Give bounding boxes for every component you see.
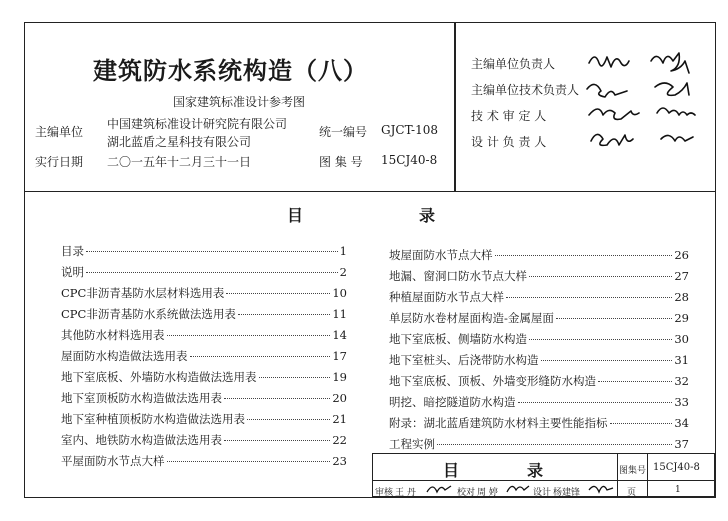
tb-title-left: 目 [443, 461, 460, 480]
toc-entry-page: 23 [332, 454, 347, 468]
toc-entry-label: 地下室桩头、后浇带防水构造 [389, 353, 539, 367]
toc-entry-page: 1 [339, 244, 347, 258]
tb-hline [373, 480, 714, 481]
leader-dots [518, 402, 673, 403]
toc-entry-label: 地下室底板、侧墙防水构造 [389, 332, 527, 346]
tb-atlas-value: 15CJ40-8 [653, 462, 700, 473]
header-block [25, 23, 715, 192]
tb-review-label: 审核 [375, 488, 394, 498]
toc-entry[interactable] [61, 369, 347, 385]
leader-dots [541, 360, 673, 361]
toc-entry-label: 室内、地铁防水构造做法选用表 [61, 433, 222, 447]
toc-entry-page: 29 [674, 311, 689, 325]
design-signature-image [587, 482, 615, 496]
leader-dots [506, 297, 672, 298]
role-review: 技 术 审 定 人 [471, 109, 547, 123]
tb-vline [647, 454, 648, 496]
toc-entry[interactable] [389, 247, 689, 263]
tb-vline [617, 454, 618, 496]
tb-check-label: 校对 [457, 488, 476, 498]
toc-entry-label: 地下室底板、顶板、外墙变形缝防水构造 [389, 374, 596, 388]
toc-entry[interactable] [61, 327, 347, 343]
toc-entry[interactable] [389, 331, 689, 347]
toc-entry-label: 附录：湖北蓝盾建筑防水材料主要性能指标 [389, 416, 608, 430]
toc-heading-right: 录 [419, 206, 438, 225]
leader-dots [259, 377, 331, 378]
toc-entry-label: 地漏、窗洞口防水节点大样 [389, 269, 527, 283]
leader-dots [167, 335, 331, 336]
tb-check-name: 周 婷 [477, 488, 498, 498]
leader-dots [86, 251, 338, 252]
check-signature-image [505, 482, 531, 496]
leader-dots [437, 444, 672, 445]
toc-entry-page: 33 [674, 395, 689, 409]
leader-dots [556, 318, 672, 319]
leader-dots [598, 381, 672, 382]
role-chief-org: 主编单位负责人 [471, 57, 556, 71]
leader-dots [247, 419, 330, 420]
toc-entry-label: CPC非沥青基防水系统做法选用表 [61, 307, 236, 321]
toc-entry-page: 37 [674, 437, 689, 451]
header-divider [454, 23, 456, 191]
toc-entry[interactable] [61, 264, 347, 280]
toc-entry-page: 17 [332, 349, 347, 363]
toc-entry-page: 10 [332, 286, 347, 300]
toc-entry-label: 屋面防水构造做法选用表 [61, 349, 188, 363]
toc-entry[interactable] [61, 285, 347, 301]
toc-entry[interactable] [389, 373, 689, 389]
toc-heading-left: 目 [287, 206, 306, 225]
atlas-label: 图 集 号 [319, 155, 363, 169]
tb-design-name: 杨建锋 [553, 488, 581, 498]
page-subtitle: 国家建筑标准设计参考图 [173, 95, 306, 109]
tb-page-label: 页 [627, 488, 637, 498]
toc-entry-label: 说明 [61, 265, 84, 279]
toc-entry[interactable] [389, 268, 689, 284]
toc-entry-page: 27 [674, 269, 689, 283]
toc-entry[interactable] [389, 394, 689, 410]
leader-dots [495, 255, 673, 256]
toc-entry[interactable] [389, 310, 689, 326]
toc-entry[interactable] [61, 390, 347, 406]
atlas-value: 15CJ40-8 [381, 153, 438, 167]
title-block [372, 453, 715, 497]
toc-entry-label: 其他防水材料选用表 [61, 328, 165, 342]
toc-entry-label: 工程实例 [389, 437, 435, 451]
toc-entry-label: CPC非沥青基防水层材料选用表 [61, 286, 225, 300]
review-signature-image [425, 482, 453, 496]
leader-dots [529, 339, 672, 340]
leader-dots [190, 356, 331, 357]
toc-entry-page: 31 [674, 353, 689, 367]
page-title: 建筑防水系统构造（八） [93, 57, 368, 85]
tb-atlas-label: 图集号 [619, 466, 647, 476]
toc-entry-label: 种植屋面防水节点大样 [389, 290, 504, 304]
leader-dots [238, 314, 331, 315]
leader-dots [226, 293, 330, 294]
toc-entry-page: 14 [332, 328, 347, 342]
date-label: 实行日期 [35, 155, 84, 169]
tb-review-name: 王 丹 [395, 488, 416, 498]
leader-dots [86, 272, 338, 273]
leader-dots [610, 423, 673, 424]
leader-dots [224, 440, 330, 441]
toc-entry-label: 地下室种植顶板防水构造做法选用表 [61, 412, 245, 426]
org-label: 主编单位 [35, 125, 84, 139]
role-design: 设 计 负 责 人 [471, 135, 547, 149]
toc-entry-label: 单层防水卷材屋面构造-金属屋面 [389, 311, 554, 325]
toc-entry-page: 30 [674, 332, 689, 346]
toc-entry-label: 目录 [61, 244, 84, 258]
toc-entry-label: 地下室底板、外墙防水构造做法选用表 [61, 370, 257, 384]
toc-entry-page: 11 [332, 307, 347, 321]
toc-entry-page: 26 [674, 248, 689, 262]
toc-entry-page: 21 [332, 412, 347, 426]
toc-entry-label: 地下室顶板防水构造做法选用表 [61, 391, 222, 405]
toc-entry[interactable] [61, 411, 347, 427]
toc-entry[interactable] [61, 348, 347, 364]
toc-entry-page: 34 [674, 416, 689, 430]
code-label: 统一编号 [319, 125, 368, 139]
toc-entry[interactable] [389, 289, 689, 305]
leader-dots [529, 276, 672, 277]
signatures-image [581, 43, 711, 161]
toc-entry-page: 2 [339, 265, 347, 279]
code-value: GJCT-108 [381, 123, 438, 137]
drawing-frame [24, 22, 716, 498]
tb-design-label: 设计 [533, 488, 552, 498]
toc-entry-page: 20 [332, 391, 347, 405]
toc-entry[interactable] [389, 436, 689, 452]
leader-dots [167, 461, 331, 462]
toc-entry[interactable] [61, 432, 347, 448]
date-value: 二〇一五年十二月三十一日 [107, 155, 252, 169]
org-line-2: 湖北蓝盾之星科技有限公司 [107, 135, 252, 149]
leader-dots [224, 398, 330, 399]
org-line-1: 中国建筑标准设计研究院有限公司 [107, 117, 288, 131]
role-chief-tech: 主编单位技术负责人 [471, 83, 580, 97]
toc-entry-label: 明挖、暗挖隧道防水构造 [389, 395, 516, 409]
tb-title-right: 录 [527, 461, 544, 480]
toc-entry-page: 19 [332, 370, 347, 384]
toc-entry-label: 坡屋面防水节点大样 [389, 248, 493, 262]
toc-entry[interactable] [61, 453, 347, 469]
toc-entry[interactable] [61, 306, 347, 322]
toc-entry-page: 28 [674, 290, 689, 304]
toc-entry-page: 32 [674, 374, 689, 388]
toc-entry[interactable] [389, 415, 689, 431]
toc-entry[interactable] [61, 243, 347, 259]
toc-entry[interactable] [389, 352, 689, 368]
toc-entry-page: 22 [332, 433, 347, 447]
toc-entry-label: 平屋面防水节点大样 [61, 454, 165, 468]
tb-page-value: 1 [675, 485, 681, 495]
